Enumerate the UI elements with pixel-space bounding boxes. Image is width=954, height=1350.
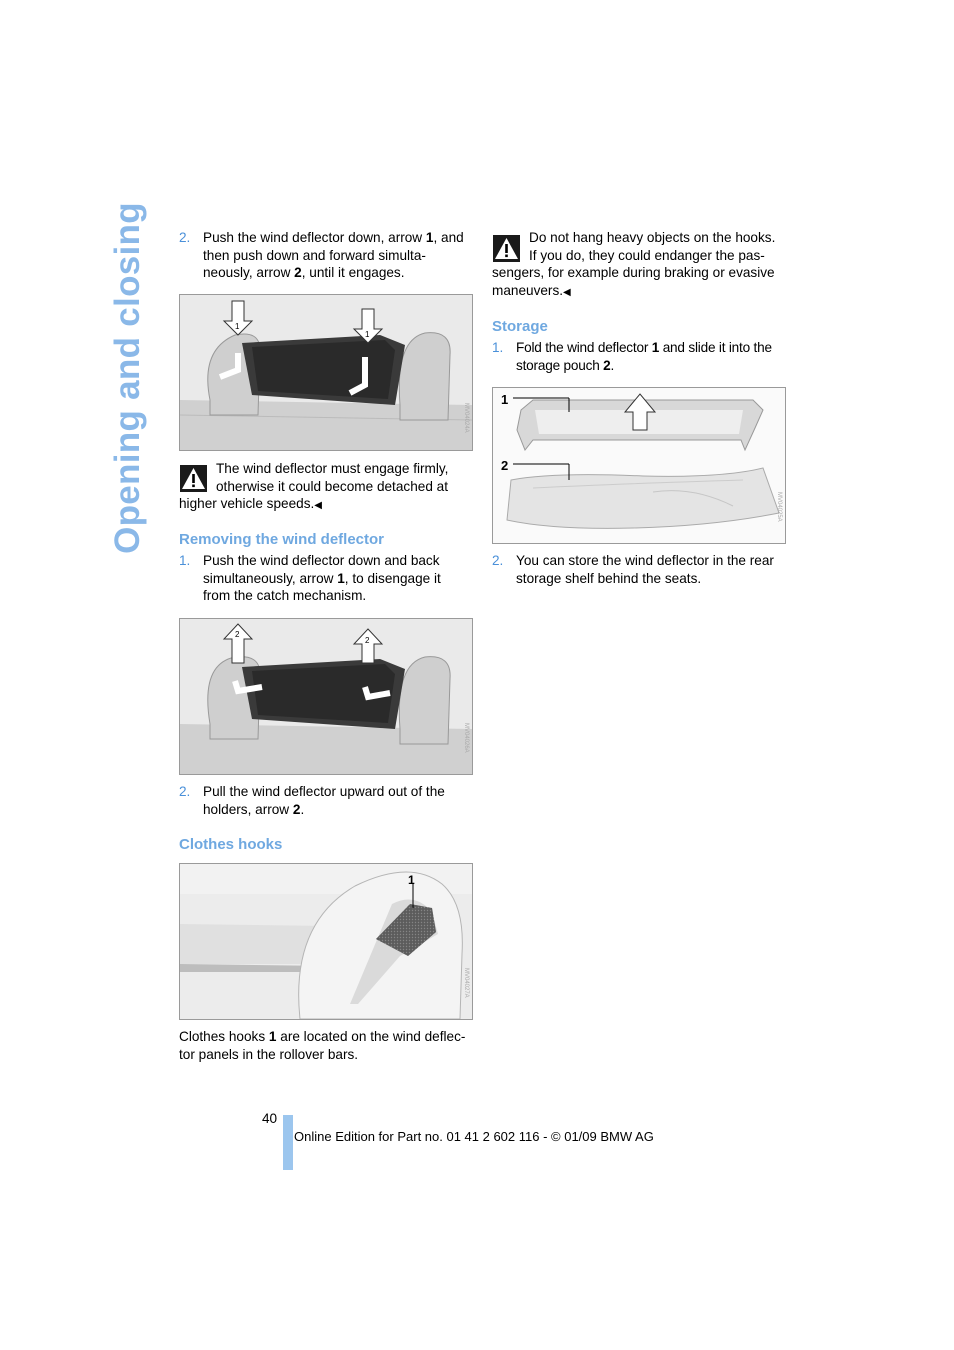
warning-text-2a: Do not hang heavy objects on the hooks. If you do, they could endanger the pas- [529,230,776,263]
warning-icon [180,465,207,492]
hooks-text: Clothes hooks 1 are located on the wind deflec- tor panels in the rollover bars. [179,1029,466,1062]
heading-storage: Storage [492,318,548,335]
warning-text-1a: The wind deflector must engage firmly, otherwise it could become detached at [216,461,449,494]
figure-watermark: MV04025A [776,492,782,522]
figure-watermark: MV04026A [463,723,469,753]
warning-icon [493,235,520,262]
step-text: Pull the wind deflector upward out of the holders, arrow 2. [203,784,445,817]
figure-clothes-hooks [179,863,473,1020]
callout-1: 1 [501,392,509,407]
page-number: 40 [262,1111,278,1126]
edition-line: Online Edition for Part no. 01 41 2 602 116 - © 01/09 BMW AG [294,1129,654,1144]
callout-2: 2 [501,458,509,473]
warning-text-1b: higher vehicle speeds.◀ [179,496,322,511]
end-mark: ◀ [563,286,571,298]
step-number: 1. [492,340,504,355]
figure-engage-deflector [179,294,473,451]
svg-text:1: 1 [365,330,370,339]
figure-remove-deflector [179,618,473,775]
footer-accent-bar [283,1115,293,1170]
svg-text:1: 1 [235,322,240,331]
figure-storage-pouch [492,387,786,544]
step-text: Fold the wind deflector 1 and slide it into the storage pouch 2. [516,340,772,373]
figure-watermark: MV04027A [463,968,469,998]
heading-removing: Removing the wind deflector [179,531,385,548]
svg-text:2: 2 [365,636,370,645]
step-text: Push the wind deflector down and back simultaneously, arrow 1, to disengage it from the catch mechanism. [203,553,441,603]
step-text: Push the wind deflector down, arrow 1, and then push down and forward simulta- neously, arrow 2, until it engages. [203,230,464,280]
warning-text-2b: sengers, for example during braking or evasive maneuvers.◀ [492,265,775,298]
step-text: You can store the wind deflector in the rear storage shelf behind the seats. [516,553,774,586]
end-mark: ◀ [314,500,322,511]
figure-watermark: MV04024A [463,403,469,433]
chapter-sidebar [92,202,164,554]
chapter-title: Opening and closing [108,202,147,554]
heading-clothes-hooks: Clothes hooks [179,836,283,853]
svg-text:2: 2 [235,630,240,639]
callout-1: 1 [408,873,415,887]
step-number: 2. [179,230,191,245]
step-number: 1. [179,553,191,568]
step-number: 2. [179,784,191,799]
step-number: 2. [492,553,504,568]
